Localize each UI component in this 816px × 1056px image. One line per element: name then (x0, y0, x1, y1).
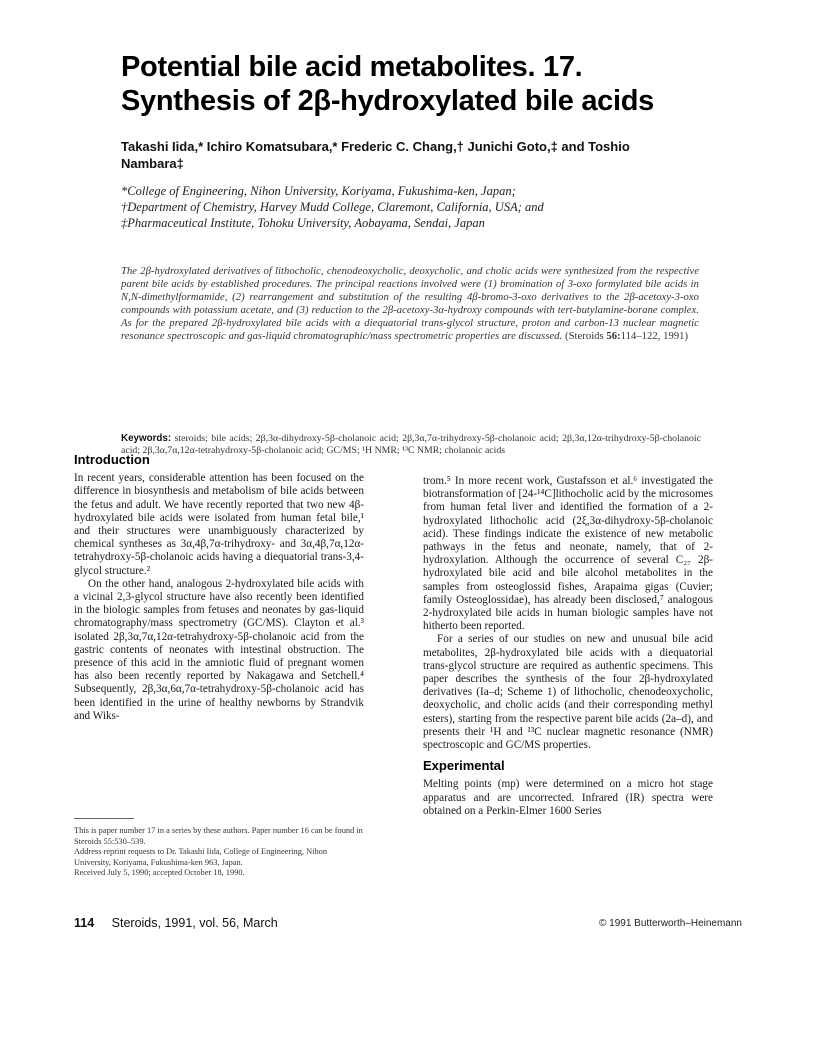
footnote (74, 826, 364, 879)
introduction-paragraph-1: In recent years, considerable attention has been focused on the difference in biosynthesis and metabolism of bile acids between the fetus and adult. We have recently reported that two new 4β-hydroxylated bile acids were isolated from human fetal bile,¹ and their structures were unambiguously characterized by chemical syntheses as 3α,4β,7α-trihydroxy- and 3α,4β,7α,12α-tetrahydroxy-5β-cholanoic acids having a diequatorial trans-3,4-glycol structure.² (74, 472, 364, 577)
affiliations (121, 183, 721, 231)
footnote-line-3: Received July 5, 1990; accepted October 18, 1990. (74, 868, 245, 878)
footnote-divider (74, 818, 134, 819)
copyright-notice: © 1991 Butterworth–Heinemann (598, 918, 742, 929)
right-paragraph-2: For a series of our studies on new and unusual bile acid metabolites, 2β-hydroxylated bile acids with a diequatorial trans-glycol structure are required as authentic specimens. This paper describes the synthesis of the four 2β-hydroxylated derivatives (Ia–d; Scheme 1) of lithocholic, chenodeoxycholic, deoxycholic, and cholic acids (and their corresponding methyl esters), starting from the respective parent bile acids (2a–d), and presents their ¹H and ¹³C nuclear magnetic resonance (NMR) spectroscopic and GC/MS properties. (423, 633, 713, 752)
footnote-line-1: This is paper number 17 in a series by these authors. Paper number 16 can be found in Steroids 55:530–539. (74, 826, 363, 846)
page-number: 114 (74, 916, 95, 930)
abstract-citation (565, 331, 688, 342)
title-line-1: Potential bile acid metabolites. 17. (121, 51, 583, 83)
introduction-paragraph-2: On the other hand, analogous 2-hydroxylated bile acids with a vicinal 2,3-glycol structure have also recently been identified in the biologic samples from fetuses and neonates by gas-liquid chromatography/mass spectrometry (GC/MS). Clayton et al.³ isolated 2β,3α,7α,12α-tetrahydroxy-5β-cholanoic acid from the gastric contents of neonates with intestinal obstruction. The presence of this acid in the amniotic fluid of pregnant women has also been recently reported by Nakagawa and Setchell.⁴ Subsequently, 2β,3α,6α,7α-tetrahydroxy-5β-cholanoic acid has been identified in the urine of healthy newborns by Strandvik and Wiks- (74, 577, 364, 722)
author-list: Takashi Iida,* Ichiro Komatsubara,* Frederic C. Chang,† Junichi Goto,‡ and Toshio Nambara‡ (121, 139, 630, 171)
page-footer (74, 916, 278, 930)
abstract (121, 265, 699, 343)
abstract-text: The 2β-hydroxylated derivatives of lithocholic, chenodeoxycholic, deoxycholic, and cholic acids were synthesized from the respective parent bile acids by established procedures. The principal reactions involved were (1) bromination of 3-oxo formylated bile acids in N,N-dimethylformamide, (2) rearrangement and substitution of the resulting 4β-bromo-3-oxo derivatives to the 2β-acetoxy-3-oxo compounds with potassium acetate, and (3) reduction to the 2β-acetoxy-3α-hydroxy compounds with tert-butylamine-borane complex. As for the prepared 2β-hydroxylated bile acids with a diequatorial trans-glycol structure, proton and carbon-13 nuclear magnetic resonance spectroscopic and gas-liquid chromatographic/mass spectrometric properties are discussed. (121, 266, 699, 342)
right-column (423, 475, 713, 818)
citation-suffix: 114–122, 1991) (620, 331, 689, 342)
right-paragraph-1: trom.⁵ In more recent work, Gustafsson et al.⁶ investigated the biotransformation of [24-¹⁴C]lithocholic acid by the microsomes from human fetal liver and identified the formation of a 2-hydroxylated lithocholic acid (2ξ,3α-dihydroxy-5β-cholanoic acid). These findings indicate the existence of new metabolic pathways in the fetus and neonate, namely, that of 2-hydroxylation. Although the occurrence of several C₂₇ 2β-hydroxylated bile acid and bile alcohol metabolites in the samples from osteoglossid fishes, Arapaima gigas (Cuvier; family Osteoglossidae), has already been disclosed,⁷ analogous 2-hydroxylated bile acids in human biologic samples have not hitherto been reported. (423, 475, 713, 633)
affiliation-1: *College of Engineering, Nihon University, Koriyama, Fukushima-ken, Japan; (121, 184, 516, 198)
footnote-line-2: Address reprint requests to Dr. Takashi Iida, College of Engineering, Nihon University, Koriyama, Fukushima-ken 963, Japan. (74, 847, 328, 867)
affiliation-3: ‡Pharmaceutical Institute, Tohoku University, Aobayama, Sendai, Japan (121, 216, 485, 230)
introduction-heading: Introduction (74, 452, 150, 467)
left-column (74, 453, 364, 723)
paper-title (121, 50, 721, 118)
citation-volume: 56: (606, 331, 621, 342)
experimental-heading: Experimental (423, 758, 505, 774)
experimental-paragraph: Melting points (mp) were determined on a micro hot stage apparatus and are uncorrected. Infrared (IR) spectra were obtained on a Perkin-Elmer 1600 Series (423, 778, 713, 817)
journal-info: Steroids, 1991, vol. 56, March (111, 916, 278, 930)
keywords-text: steroids; bile acids; 2β,3α-dihydroxy-5β-cholanoic acid; 2β,3α,7α-trihydroxy-5β-cholanoic acid; 2β,3α,12α-trihydroxy-5β-cholanoic acid; 2β,3α,7α,12α-tetrahydroxy-5β-cholanoic acid; GC/MS; ¹H NMR; ¹³C NMR; cholanoic acids (121, 433, 701, 456)
affiliation-2: †Department of Chemistry, Harvey Mudd College, Claremont, California, USA; and (121, 200, 544, 214)
title-line-2: Synthesis of 2β-hydroxylated bile acids (121, 85, 654, 117)
keywords-label: Keywords: (121, 433, 172, 444)
citation-prefix: (Steroids (565, 331, 607, 342)
